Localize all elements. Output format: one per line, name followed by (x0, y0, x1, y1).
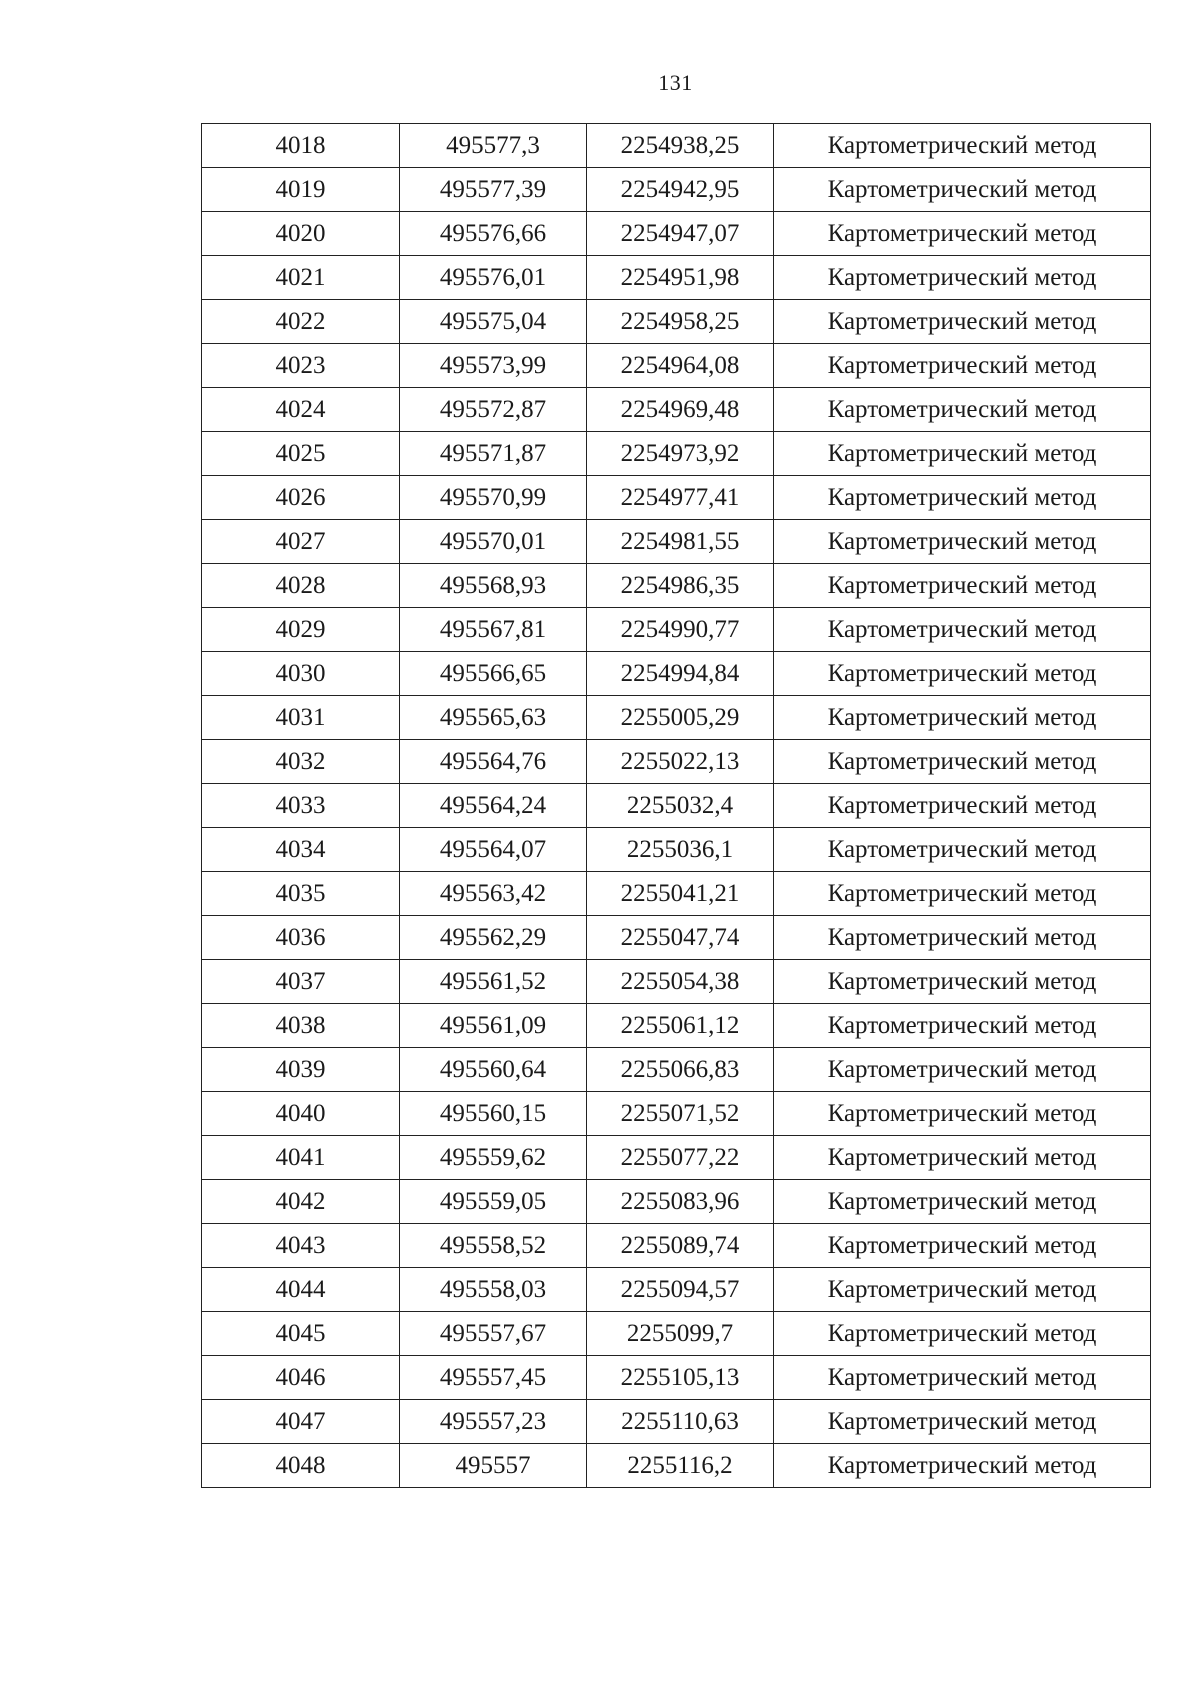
x-coordinate-cell: 495576,01 (400, 256, 587, 300)
y-coordinate-cell: 2255089,74 (587, 1224, 774, 1268)
coordinates-table (201, 123, 1151, 1488)
x-coordinate-cell: 495564,76 (400, 740, 587, 784)
point-number-cell: 4022 (202, 300, 400, 344)
y-coordinate-cell: 2255041,21 (587, 872, 774, 916)
method-cell: Картометрический метод (774, 1048, 1151, 1092)
x-coordinate-cell: 495563,42 (400, 872, 587, 916)
y-coordinate-cell: 2255005,29 (587, 696, 774, 740)
table-row (202, 432, 1151, 476)
point-number-cell: 4041 (202, 1136, 400, 1180)
x-coordinate-cell: 495573,99 (400, 344, 587, 388)
method-cell: Картометрический метод (774, 872, 1151, 916)
method-cell: Картометрический метод (774, 256, 1151, 300)
table-row (202, 1268, 1151, 1312)
point-number-cell: 4036 (202, 916, 400, 960)
method-cell: Картометрический метод (774, 432, 1151, 476)
x-coordinate-cell: 495561,52 (400, 960, 587, 1004)
point-number-cell: 4032 (202, 740, 400, 784)
table-row (202, 1180, 1151, 1224)
y-coordinate-cell: 2255077,22 (587, 1136, 774, 1180)
x-coordinate-cell: 495577,39 (400, 168, 587, 212)
table-row (202, 652, 1151, 696)
point-number-cell: 4023 (202, 344, 400, 388)
x-coordinate-cell: 495567,81 (400, 608, 587, 652)
method-cell: Картометрический метод (774, 1004, 1151, 1048)
table-row (202, 1224, 1151, 1268)
x-coordinate-cell: 495558,03 (400, 1268, 587, 1312)
x-coordinate-cell: 495557,23 (400, 1400, 587, 1444)
table-row (202, 520, 1151, 564)
y-coordinate-cell: 2255071,52 (587, 1092, 774, 1136)
method-cell: Картометрический метод (774, 1136, 1151, 1180)
page-number: 131 (658, 70, 693, 95)
y-coordinate-cell: 2255083,96 (587, 1180, 774, 1224)
point-number-cell: 4018 (202, 124, 400, 168)
y-coordinate-cell: 2255054,38 (587, 960, 774, 1004)
point-number-cell: 4038 (202, 1004, 400, 1048)
y-coordinate-cell: 2254973,92 (587, 432, 774, 476)
x-coordinate-cell: 495565,63 (400, 696, 587, 740)
table-row (202, 1048, 1151, 1092)
x-coordinate-cell: 495559,62 (400, 1136, 587, 1180)
method-cell: Картометрический метод (774, 1224, 1151, 1268)
y-coordinate-cell: 2254942,95 (587, 168, 774, 212)
point-number-cell: 4025 (202, 432, 400, 476)
y-coordinate-cell: 2255116,2 (587, 1444, 774, 1488)
x-coordinate-cell: 495570,99 (400, 476, 587, 520)
point-number-cell: 4026 (202, 476, 400, 520)
table-row (202, 740, 1151, 784)
method-cell: Картометрический метод (774, 124, 1151, 168)
method-cell: Картометрический метод (774, 1356, 1151, 1400)
point-number-cell: 4048 (202, 1444, 400, 1488)
x-coordinate-cell: 495562,29 (400, 916, 587, 960)
point-number-cell: 4034 (202, 828, 400, 872)
x-coordinate-cell: 495557,67 (400, 1312, 587, 1356)
point-number-cell: 4044 (202, 1268, 400, 1312)
y-coordinate-cell: 2254969,48 (587, 388, 774, 432)
method-cell: Картометрический метод (774, 476, 1151, 520)
y-coordinate-cell: 2254990,77 (587, 608, 774, 652)
method-cell: Картометрический метод (774, 1312, 1151, 1356)
table-row (202, 696, 1151, 740)
table-row (202, 828, 1151, 872)
y-coordinate-cell: 2254977,41 (587, 476, 774, 520)
x-coordinate-cell: 495557 (400, 1444, 587, 1488)
y-coordinate-cell: 2254938,25 (587, 124, 774, 168)
table-row (202, 212, 1151, 256)
y-coordinate-cell: 2255110,63 (587, 1400, 774, 1444)
table-row (202, 124, 1151, 168)
method-cell: Картометрический метод (774, 828, 1151, 872)
table-row (202, 784, 1151, 828)
y-coordinate-cell: 2255036,1 (587, 828, 774, 872)
table-row (202, 300, 1151, 344)
x-coordinate-cell: 495557,45 (400, 1356, 587, 1400)
method-cell: Картометрический метод (774, 388, 1151, 432)
table-row (202, 1400, 1151, 1444)
point-number-cell: 4031 (202, 696, 400, 740)
y-coordinate-cell: 2255099,7 (587, 1312, 774, 1356)
x-coordinate-cell: 495564,07 (400, 828, 587, 872)
table-row (202, 960, 1151, 1004)
table-row (202, 1312, 1151, 1356)
x-coordinate-cell: 495575,04 (400, 300, 587, 344)
x-coordinate-cell: 495564,24 (400, 784, 587, 828)
y-coordinate-cell: 2255061,12 (587, 1004, 774, 1048)
table-row (202, 1004, 1151, 1048)
point-number-cell: 4047 (202, 1400, 400, 1444)
y-coordinate-cell: 2254994,84 (587, 652, 774, 696)
point-number-cell: 4033 (202, 784, 400, 828)
point-number-cell: 4030 (202, 652, 400, 696)
table-row (202, 564, 1151, 608)
point-number-cell: 4027 (202, 520, 400, 564)
table-row (202, 916, 1151, 960)
method-cell: Картометрический метод (774, 300, 1151, 344)
x-coordinate-cell: 495576,66 (400, 212, 587, 256)
point-number-cell: 4040 (202, 1092, 400, 1136)
table-row (202, 476, 1151, 520)
method-cell: Картометрический метод (774, 344, 1151, 388)
point-number-cell: 4019 (202, 168, 400, 212)
table-row (202, 1444, 1151, 1488)
table-row (202, 168, 1151, 212)
method-cell: Картометрический метод (774, 1268, 1151, 1312)
x-coordinate-cell: 495572,87 (400, 388, 587, 432)
x-coordinate-cell: 495560,64 (400, 1048, 587, 1092)
y-coordinate-cell: 2254986,35 (587, 564, 774, 608)
y-coordinate-cell: 2255066,83 (587, 1048, 774, 1092)
point-number-cell: 4029 (202, 608, 400, 652)
point-number-cell: 4020 (202, 212, 400, 256)
x-coordinate-cell: 495566,65 (400, 652, 587, 696)
coordinates-table-body (202, 124, 1151, 1488)
y-coordinate-cell: 2255022,13 (587, 740, 774, 784)
table-row (202, 1356, 1151, 1400)
method-cell: Картометрический метод (774, 740, 1151, 784)
y-coordinate-cell: 2254951,98 (587, 256, 774, 300)
table-row (202, 344, 1151, 388)
x-coordinate-cell: 495577,3 (400, 124, 587, 168)
x-coordinate-cell: 495571,87 (400, 432, 587, 476)
method-cell: Картометрический метод (774, 960, 1151, 1004)
method-cell: Картометрический метод (774, 520, 1151, 564)
x-coordinate-cell: 495570,01 (400, 520, 587, 564)
point-number-cell: 4021 (202, 256, 400, 300)
y-coordinate-cell: 2254958,25 (587, 300, 774, 344)
point-number-cell: 4046 (202, 1356, 400, 1400)
method-cell: Картометрический метод (774, 1400, 1151, 1444)
y-coordinate-cell: 2254981,55 (587, 520, 774, 564)
table-row (202, 1092, 1151, 1136)
y-coordinate-cell: 2255032,4 (587, 784, 774, 828)
point-number-cell: 4045 (202, 1312, 400, 1356)
table-row (202, 872, 1151, 916)
table-row (202, 256, 1151, 300)
method-cell: Картометрический метод (774, 168, 1151, 212)
method-cell: Картометрический метод (774, 1092, 1151, 1136)
x-coordinate-cell: 495560,15 (400, 1092, 587, 1136)
point-number-cell: 4035 (202, 872, 400, 916)
x-coordinate-cell: 495561,09 (400, 1004, 587, 1048)
method-cell: Картометрический метод (774, 784, 1151, 828)
point-number-cell: 4043 (202, 1224, 400, 1268)
x-coordinate-cell: 495568,93 (400, 564, 587, 608)
method-cell: Картометрический метод (774, 608, 1151, 652)
method-cell: Картометрический метод (774, 212, 1151, 256)
point-number-cell: 4037 (202, 960, 400, 1004)
y-coordinate-cell: 2255105,13 (587, 1356, 774, 1400)
point-number-cell: 4024 (202, 388, 400, 432)
method-cell: Картометрический метод (774, 564, 1151, 608)
method-cell: Картометрический метод (774, 1444, 1151, 1488)
point-number-cell: 4039 (202, 1048, 400, 1092)
method-cell: Картометрический метод (774, 652, 1151, 696)
method-cell: Картометрический метод (774, 696, 1151, 740)
point-number-cell: 4042 (202, 1180, 400, 1224)
y-coordinate-cell: 2255094,57 (587, 1268, 774, 1312)
method-cell: Картометрический метод (774, 1180, 1151, 1224)
x-coordinate-cell: 495559,05 (400, 1180, 587, 1224)
table-row (202, 608, 1151, 652)
y-coordinate-cell: 2255047,74 (587, 916, 774, 960)
method-cell: Картометрический метод (774, 916, 1151, 960)
point-number-cell: 4028 (202, 564, 400, 608)
y-coordinate-cell: 2254947,07 (587, 212, 774, 256)
y-coordinate-cell: 2254964,08 (587, 344, 774, 388)
x-coordinate-cell: 495558,52 (400, 1224, 587, 1268)
table-row (202, 388, 1151, 432)
table-row (202, 1136, 1151, 1180)
